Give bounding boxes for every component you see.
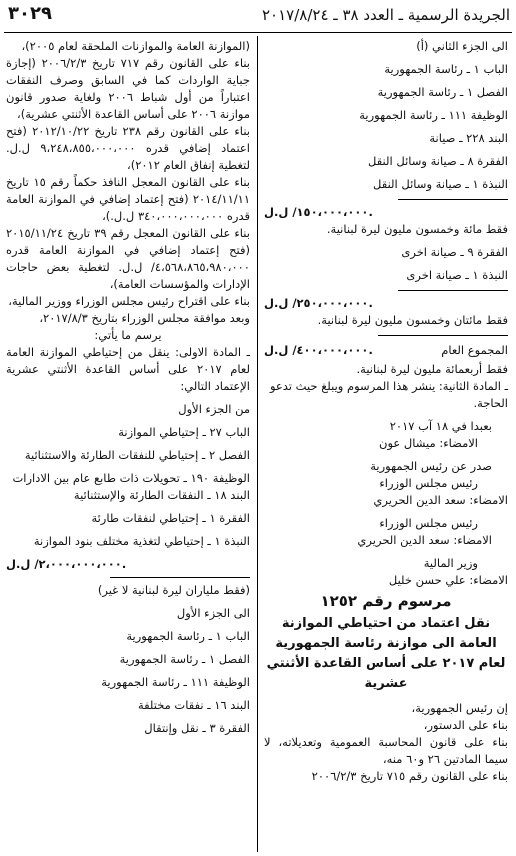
issued-by: صدر عن رئيس الجمهورية — [370, 459, 492, 473]
pm-title: رئيس مجلس الوزراء — [379, 476, 478, 490]
left-para-3: بناء على القانون رقم ٢٣٨ تاريخ ٢٠١٢/١٠/٢٢ (فتح اعتماد إضافي قدره ٩،٢٤٨،٨٥٥،٠٠٠،٠٠٠ ل.ل. لتغطية إنفاق العام ٢٠١٢)، — [6, 124, 250, 172]
section-1: الفصل ١ ـ رئاسة الجمهورية — [119, 652, 250, 666]
function-111: الوظيفة ١١١ ـ رئاسة الجمهورية — [101, 675, 250, 689]
transfer-amount-words: (فقط ملياران ليرة لبنانية لا غير) — [97, 583, 250, 597]
decree-date: بعبدا في ١٨ آب ٢٠١٧ — [389, 419, 492, 433]
amount-rule — [398, 199, 508, 200]
total-words: فقط أربعمائة مليون ليرة لبنانية. — [356, 362, 508, 376]
total-amount: ٤٠٠،٠٠٠،٠٠٠/ ل.ل. — [264, 343, 373, 357]
paragraph-line: الفقرة ٨ ـ صيانة وسائل النقل — [368, 154, 508, 168]
left-para-7: وبعد موافقة مجلس الوزراء بتاريخ ٢٠١٧/٨/٣، — [39, 311, 250, 325]
signature-president: الامضاء: ميشال عون — [379, 436, 478, 450]
signature-pm-2: الامضاء: سعد الدين الحريري — [357, 533, 492, 547]
subparagraph-1: النبذة ١ ـ إحتياطي لتغذية مختلف بنود الموازنة — [33, 534, 250, 548]
header-rule — [4, 32, 512, 33]
transfer-amount: ٢،٠٠٠،٠٠٠،٠٠٠/ ل.ل. — [6, 557, 127, 571]
decree-number: مرسوم رقم ١٢٥٢ — [320, 592, 452, 610]
paragraph-3: الفقرة ٣ ـ نقل وإنتقال — [144, 721, 250, 735]
left-para-6: بناء على اقتراح رئيس مجلس الوزراء ووزير المالية، — [8, 294, 250, 308]
article-2: ـ المادة الثانية: ينشر هذا المرسوم ويبلغ حيث تدعو الحاجة. — [269, 379, 508, 410]
amount-2: ٢٥٠،٠٠٠،٠٠٠/ ل.ل. — [264, 296, 373, 310]
left-para-2: بناء على القانون رقم ٧١٧ تاريخ ٢٠٠٦/٢/٣ (إجازة جباية الواردات كما في السابق وصرف النفقات اعتباراً من أول شباط ٢٠٠٦ ولغاية صدور قانون موازنة ٢٠٠٦ على أساس القاعدة الأثنتي عشرية)، — [6, 56, 250, 121]
to-part: الى الجزء الأول — [176, 606, 250, 620]
page-number: ٣٠٢٩ — [8, 3, 52, 24]
left-para-5: بناء على القانون المعجل رقم ٣٩ تاريخ ٢٠١٥/١١/٢٤ (فتح إعتماد إضافي في الموازنة العامة قدره ٤،٥٦٨،٨٦٥،٩٨٠،٠٠٠/ ل.ل. لتغطية بعض حاجات الإدارات والمؤسسات العامة)، — [6, 226, 250, 291]
pm-title-2: رئيس مجلس الوزراء — [379, 516, 478, 530]
subparagraph-line: النبذة ١ ـ صيانة وسائل النقل — [373, 177, 508, 191]
function-line: الوظيفة ١١١ ـ رئاسة الجمهورية — [359, 108, 508, 122]
preamble-1: إن رئيس الجمهورية، — [411, 701, 508, 715]
page-header — [4, 2, 512, 28]
preamble-2: بناء على الدستور، — [423, 718, 508, 732]
paragraph-1: الفقرة ١ ـ إحتياطي لنفقات طارئة — [91, 511, 250, 525]
right-column — [264, 38, 508, 785]
total-label: المجموع العام — [441, 343, 508, 357]
amount-rule-2 — [398, 290, 508, 291]
left-para-4: بناء على القانون المعجل النافذ حكماً رقم ١٥ تاريخ ٢٠١٤/١١/١١ (فتح إعتماد إضافي في الموازنة العامة قدره ٣٤٠،٠٠٠،٠٠٠،٠٠٠ ل.ل.)، — [6, 175, 250, 223]
left-column — [6, 38, 250, 743]
decree-title: نقل اعتماد من احتياطي الموازنة العامة الى موازنة رئاسة الجمهورية لعام ٢٠١٧ على أساس القاعدة الأثنتي عشرية — [266, 616, 506, 691]
amount-words-1: فقط مائة وخمسون مليون ليرة لبنانية. — [326, 222, 508, 236]
amount-1: ١٥٠،٠٠٠،٠٠٠/ ل.ل. — [264, 205, 373, 219]
finance-minister-title: وزير المالية — [423, 556, 478, 570]
left-para-1: (الموازنة العامة والموازنات الملحقة لعام ٢٠٠٥)، — [21, 39, 250, 53]
article-1: ـ المادة الاولى: ينقل من إحتياطي الموازنة العامة لعام ٢٠١٧ على أساس القاعدة الأثنتي عشرية الإعتماد التالي: — [6, 345, 250, 393]
item-16: البند ١٦ ـ نفقات مختلفة — [137, 698, 250, 712]
transfer-amount-rule — [110, 577, 250, 578]
signature-pm: الامضاء: سعد الدين الحريري — [373, 493, 508, 507]
amount-words-2: فقط مائتان وخمسون مليون ليرة لبنانية. — [317, 313, 508, 327]
column-divider — [257, 36, 258, 852]
total-rule — [378, 335, 508, 336]
section-line: الفصل ١ ـ رئاسة الجمهورية — [377, 85, 508, 99]
total-row — [264, 342, 508, 359]
function-190: الوظيفة ١٩٠ ـ تحويلات ذات طابع عام بين الادارات — [12, 471, 250, 485]
gazette-title: الجريدة الرسمية ـ العدد ٣٨ ـ ٢٠١٧/٨/٢٤ — [262, 6, 510, 24]
item-18: البند ١٨ ـ النفقات الطارئة والإستثنائية — [73, 488, 250, 502]
item-line: البند ٢٢٨ ـ صيانة — [429, 131, 508, 145]
decree-formula: يرسم ما يأتي: — [94, 328, 162, 342]
chapter-1: الباب ١ ـ رئاسة الجمهورية — [126, 629, 250, 643]
signature-finance-minister: الامضاء: علي حسن خليل — [388, 573, 508, 587]
subparagraph-line-2: النبذة ١ ـ صيانة اخرى — [406, 268, 508, 282]
preamble-3: بناء على قانون المحاسبة العمومية وتعديلاته، لا سيما المادتين ٢٦ و٦٠ منه، — [264, 735, 508, 766]
paragraph-line-2: الفقرة ٩ ـ صيانة اخرى — [401, 245, 508, 259]
part-heading: الى الجزء الثاني (أ) — [416, 39, 508, 53]
from-part: من الجزء الأول — [178, 402, 250, 416]
preamble-4: بناء على القانون رقم ٧١٥ تاريخ ٢٠٠٦/٢/٣ — [311, 769, 508, 783]
chapter-line: الباب ١ ـ رئاسة الجمهورية — [384, 62, 508, 76]
section-2: الفصل ٢ ـ إحتياطي للنفقات الطارئة والاستثنائية — [24, 448, 250, 462]
chapter-27: الباب ٢٧ ـ إحتياطي الموازنة — [118, 425, 250, 439]
